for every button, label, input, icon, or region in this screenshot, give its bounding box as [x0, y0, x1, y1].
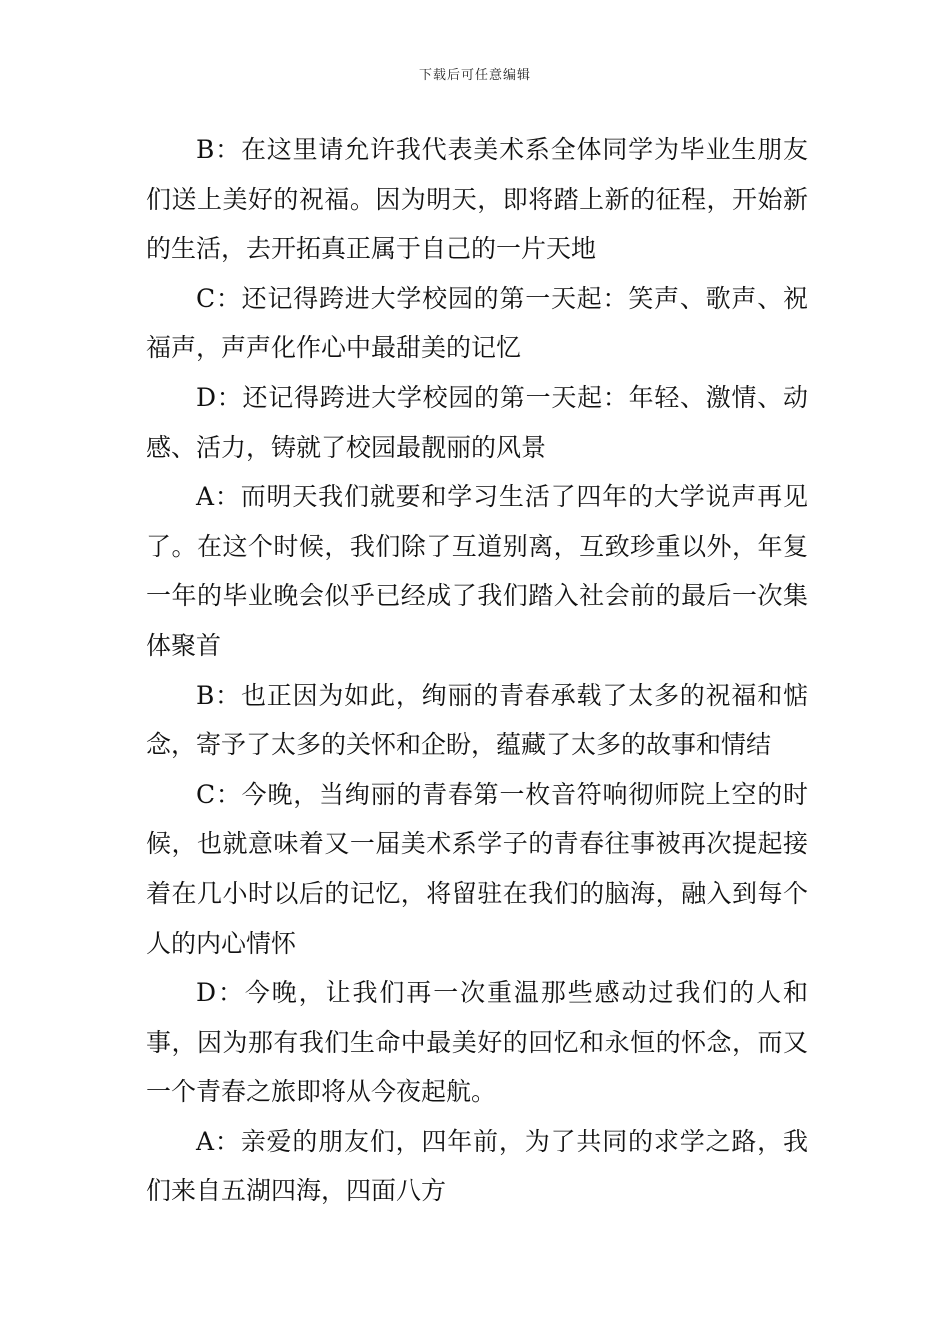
paragraph-c-tonight: C：今晚，当绚丽的青春第一枚音符响彻师院上空的时候，也就意味着又一届美术系学子的青春往事被再次提起接着在几小时以后的记忆，将留驻在我们的脑海，融入到每个人的内心情怀 — [146, 779, 808, 958]
paragraph-b-blessing: B：在这里请允许我代表美术系全体同学为毕业生朋友们送上美好的祝福。因为明天，即将踏上新的征程，开始新的生活，去开拓真正属于自己的一片天地 — [146, 135, 808, 264]
paragraph-c-memory: C：还记得跨进大学校园的第一天起：笑声、歌声、祝福声，声声化作心中最甜美的记忆 — [146, 283, 808, 363]
document-body — [146, 125, 808, 1216]
paragraph-d-tonight: D：今晚，让我们再一次重温那些感动过我们的人和事，因为那有我们生命中最美好的回忆和永恒的怀念，而又一个青春之旅即将从今夜起航。 — [146, 978, 808, 1107]
paragraph-a-friends: A：亲爱的朋友们，四年前，为了共同的求学之路，我们来自五湖四海，四面八方 — [146, 1126, 808, 1206]
paragraph-a-farewell: A：而明天我们就要和学习生活了四年的大学说声再见了。在这个时候，我们除了互道别离，互致珍重以外，年复一年的毕业晚会似乎已经成了我们踏入社会前的最后一次集体聚首 — [146, 482, 808, 660]
paragraph-d-scenery: D：还记得跨进大学校园的第一天起：年轻、激情、动感、活力，铸就了校园最靓丽的风景 — [146, 382, 808, 462]
paragraph-b-youth: B：也正因为如此，绚丽的青春承载了太多的祝福和惦念，寄予了太多的关怀和企盼，蕴藏了太多的故事和情结 — [146, 680, 808, 760]
page-header: 下载后可任意编辑 — [418, 68, 531, 83]
